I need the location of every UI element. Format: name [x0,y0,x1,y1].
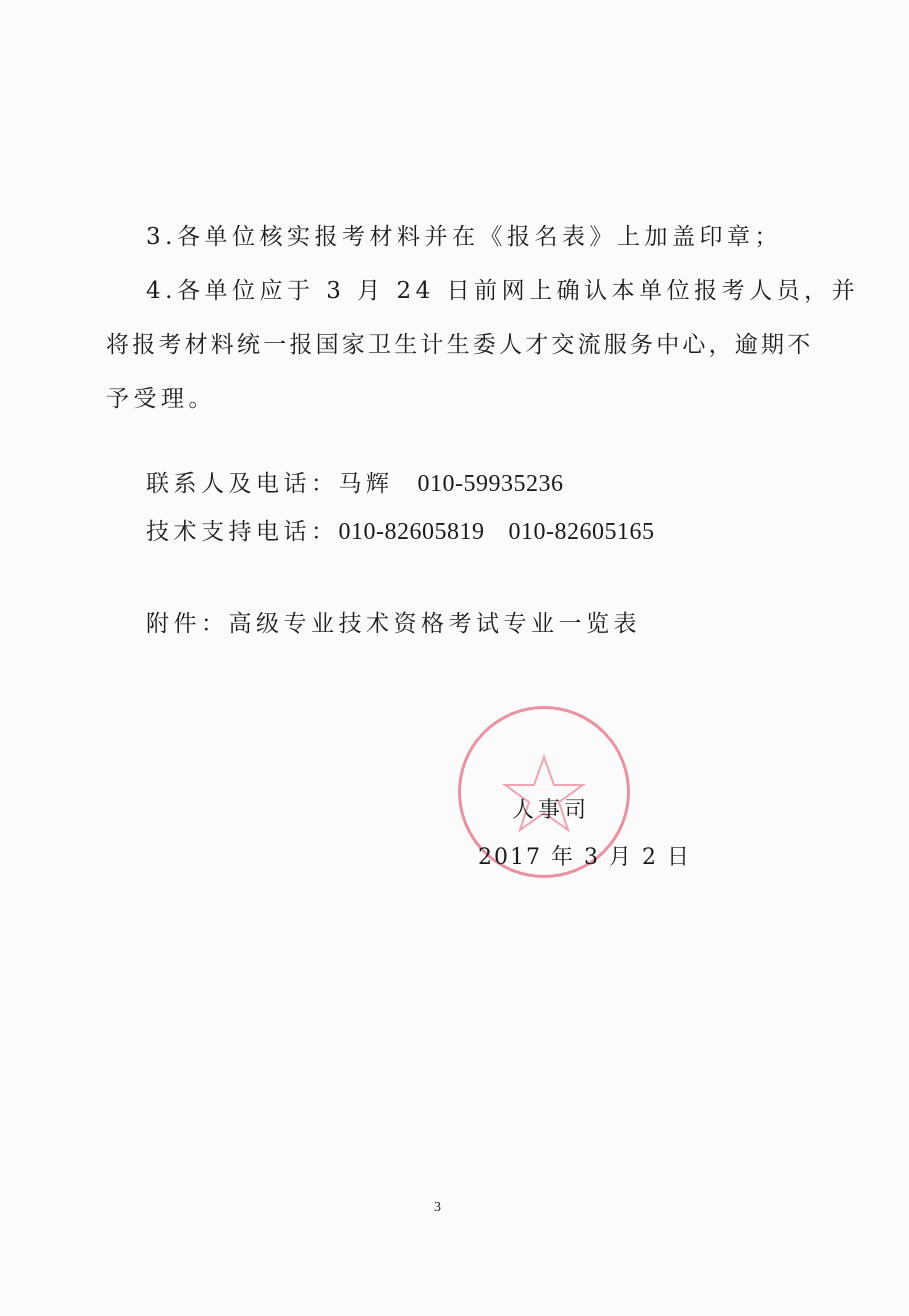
item-4-line-1: 4.各单位应于 3 月 24 日前网上确认本单位报考人员，并 [146,278,860,304]
issuing-department: 人事司 [512,798,591,823]
issue-date: 2017 年 3 月 2 日 [478,845,691,870]
attachment-line: 附件：高级专业技术资格考试专业一览表 [146,611,641,637]
tech-support-label: 技术支持电话： [146,519,339,545]
contact-phone: 010-59935236 [417,471,564,497]
tech-phone-1: 010-82605819 [338,519,485,545]
item-4-line-2: 将报考材料统一报国家卫生计生委人才交流服务中心，逾期不 [106,332,814,358]
page-number: 3 [434,1200,441,1215]
contact-person-line [146,465,564,498]
tech-support-line [146,513,655,546]
contact-label: 联系人及电话：马辉 [146,471,394,497]
item-3: 3.各单位核实报考材料并在《报名表》上加盖印章； [146,224,782,250]
item-4-line-3: 予受理。 [106,386,216,412]
tech-phone-2: 010-82605165 [508,519,655,545]
